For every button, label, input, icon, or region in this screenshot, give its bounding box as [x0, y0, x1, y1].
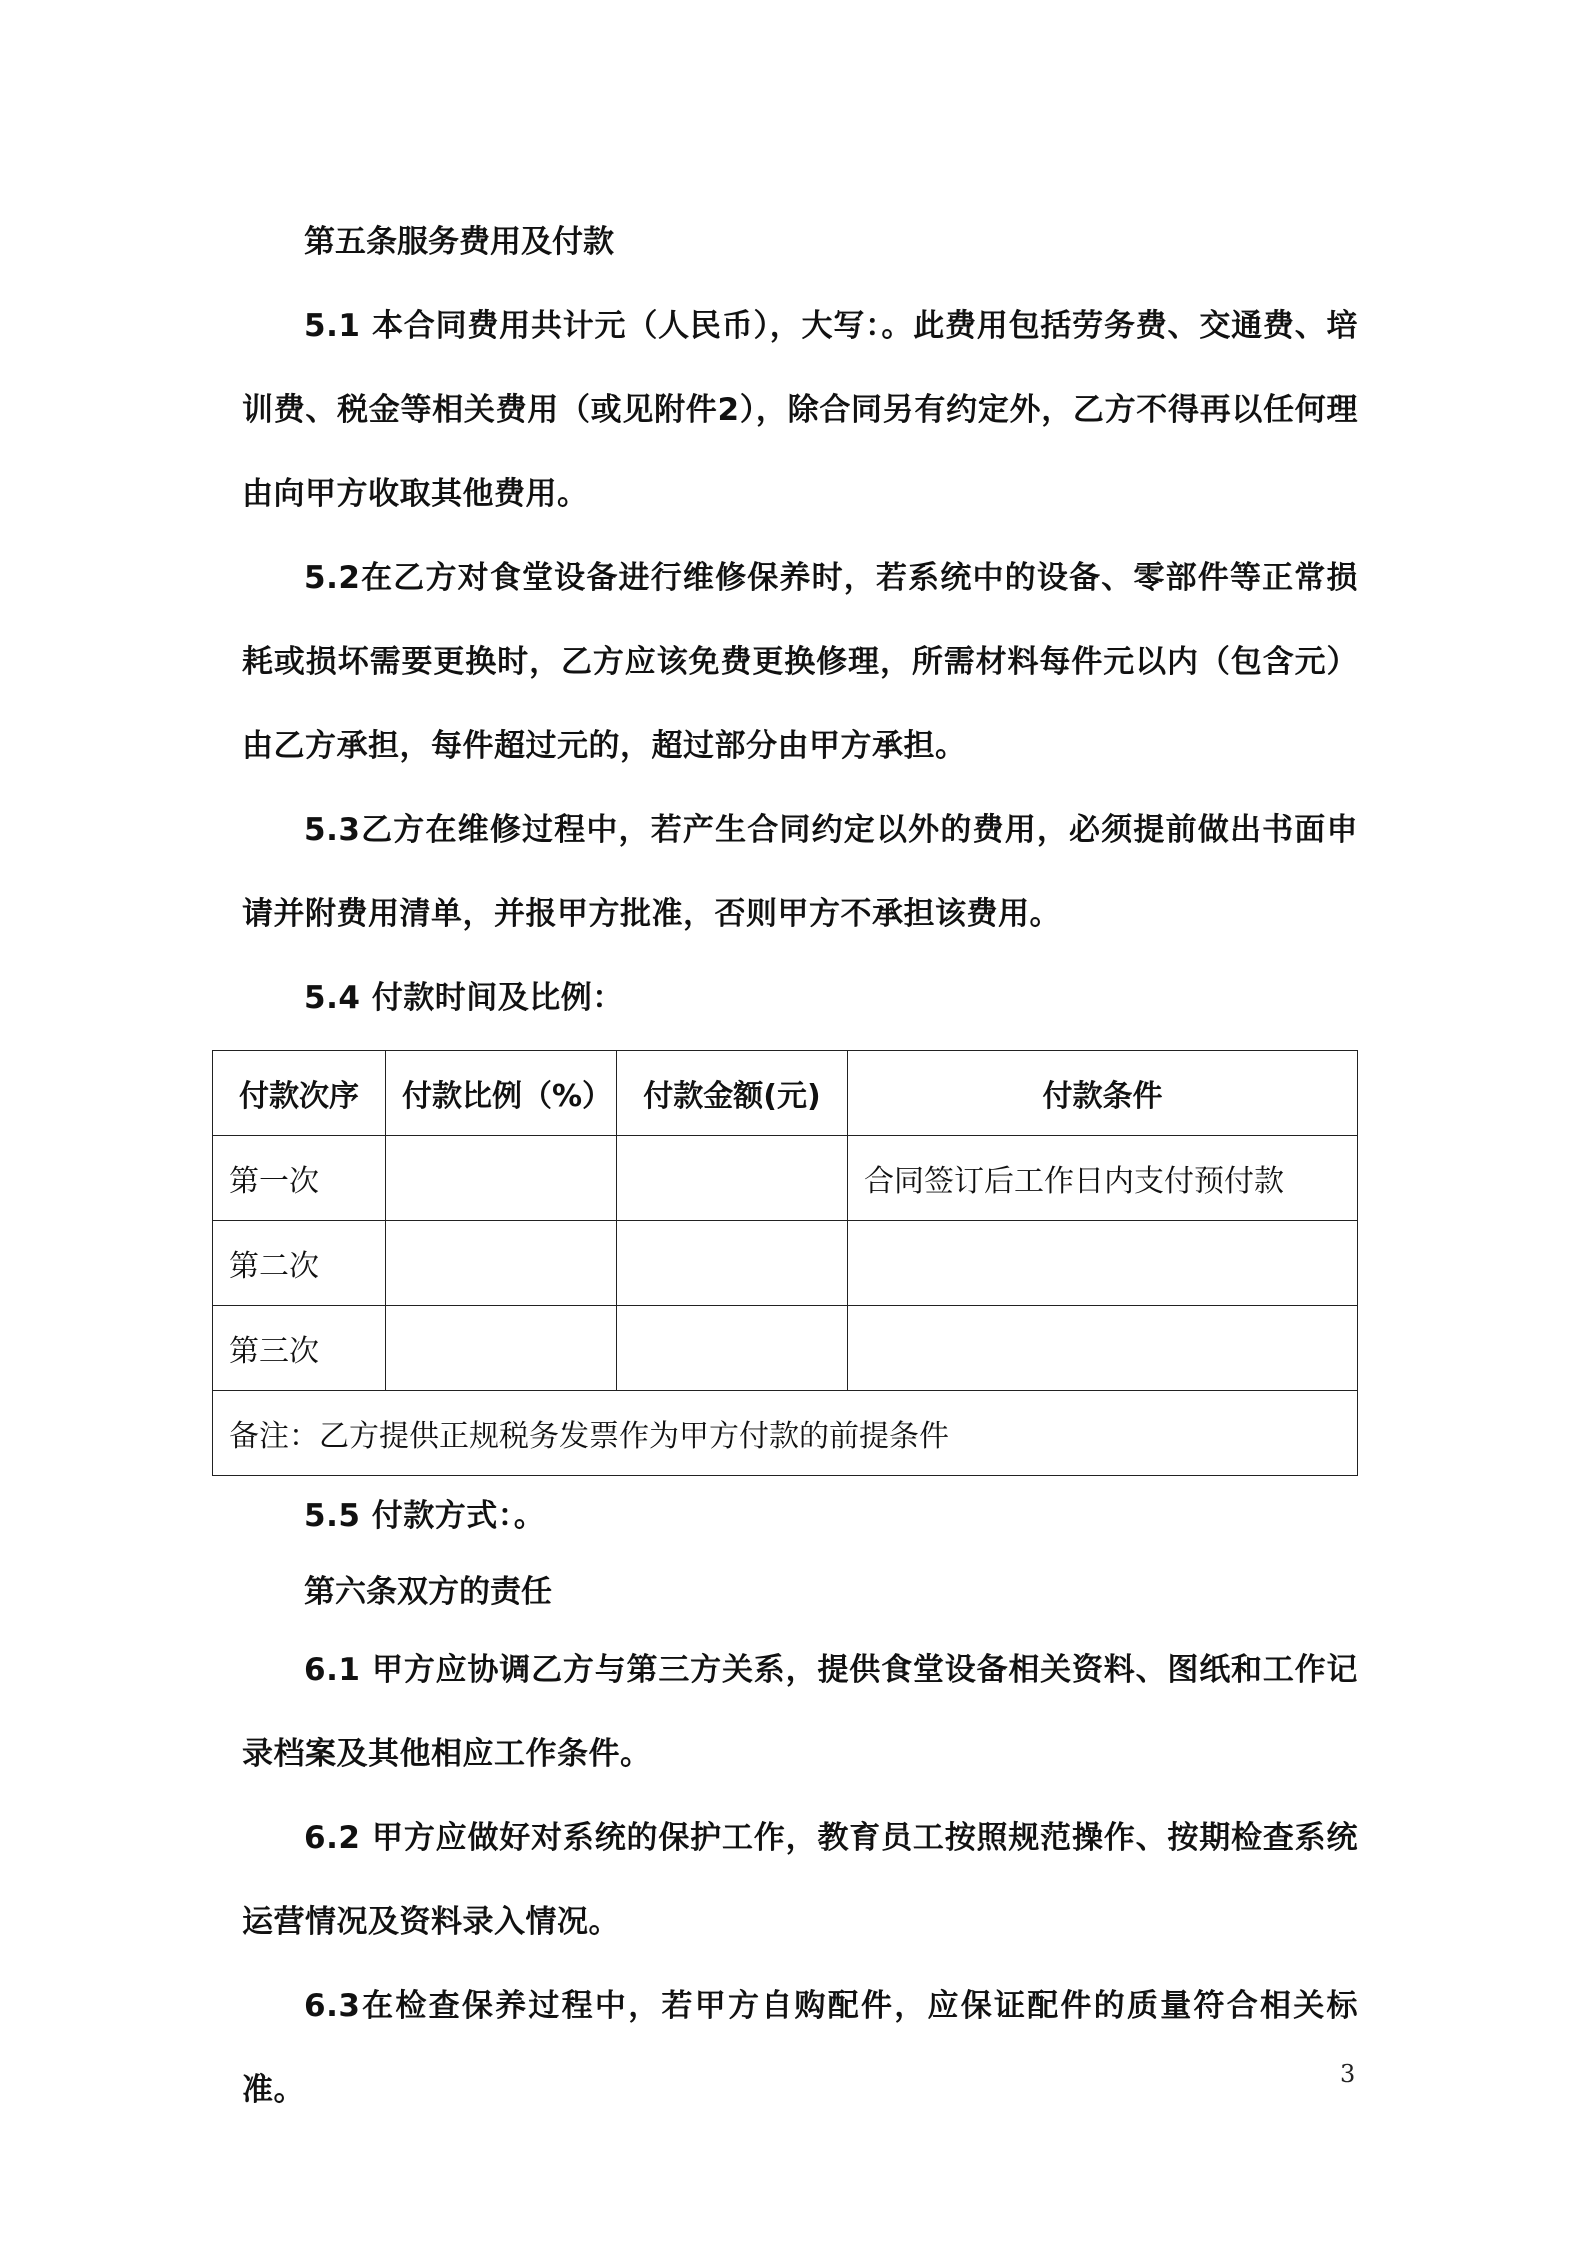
- header-payment-ratio: 付款比例（%）: [386, 1051, 617, 1136]
- header-payment-amount: 付款金额(元): [617, 1051, 848, 1136]
- clause-5-4: 5.4 付款时间及比例：: [304, 980, 624, 1016]
- header-payment-condition: 付款条件: [848, 1051, 1358, 1136]
- cell-condition: [848, 1306, 1358, 1391]
- clause-6-2: 6.2 甲方应做好对系统的保护工作，教育员工按照规范操作、按期检查系统运营情况及资料录入情况。: [242, 1820, 1358, 1940]
- article-5-heading: 第五条服务费用及付款: [304, 224, 614, 260]
- page-number: 3: [1340, 2060, 1356, 2088]
- clause-5-5: 5.5 付款方式：。: [304, 1498, 546, 1534]
- table-row: [213, 1136, 1358, 1221]
- cell-order: 第三次: [213, 1306, 386, 1391]
- cell-ratio: [386, 1221, 617, 1306]
- clause-5-1: 5.1 本合同费用共计元（人民币），大写：。此费用包括劳务费、交通费、培训费、税金等相关费用（或见附件2），除合同另有约定外，乙方不得再以任何理由向甲方收取其他费用。: [242, 308, 1358, 512]
- clause-6-1: 6.1 甲方应协调乙方与第三方关系，提供食堂设备相关资料、图纸和工作记录档案及其他相应工作条件。: [242, 1652, 1358, 1772]
- document-body: [229, 200, 1358, 2132]
- clause-6-3: 6.3在检查保养过程中，若甲方自购配件，应保证配件的质量符合相关标准。: [242, 1988, 1358, 2108]
- payment-schedule-table: [212, 1050, 1358, 1476]
- clause-5-2: 5.2在乙方对食堂设备进行维修保养时，若系统中的设备、零部件等正常损耗或损坏需要更换时，乙方应该免费更换修理，所需材料每件元以内（包含元）由乙方承担，每件超过元的，超过部分由甲方承担。: [242, 560, 1358, 764]
- cell-order: 第一次: [213, 1136, 386, 1221]
- cell-ratio: [386, 1306, 617, 1391]
- cell-condition: 合同签订后工作日内支付预付款: [848, 1136, 1358, 1221]
- article-6-heading: 第六条双方的责任: [304, 1574, 552, 1610]
- cell-amount: [617, 1221, 848, 1306]
- table-note-row: [213, 1391, 1358, 1476]
- cell-order: 第二次: [213, 1221, 386, 1306]
- table-header-row: [213, 1051, 1358, 1136]
- cell-amount: [617, 1136, 848, 1221]
- table-note: 备注：乙方提供正规税务发票作为甲方付款的前提条件: [213, 1391, 1358, 1476]
- cell-condition: [848, 1221, 1358, 1306]
- cell-amount: [617, 1306, 848, 1391]
- table-row: [213, 1306, 1358, 1391]
- cell-ratio: [386, 1136, 617, 1221]
- header-payment-order: 付款次序: [213, 1051, 386, 1136]
- clause-5-3: 5.3乙方在维修过程中，若产生合同约定以外的费用，必须提前做出书面申请并附费用清单，并报甲方批准，否则甲方不承担该费用。: [242, 812, 1358, 932]
- table-row: [213, 1221, 1358, 1306]
